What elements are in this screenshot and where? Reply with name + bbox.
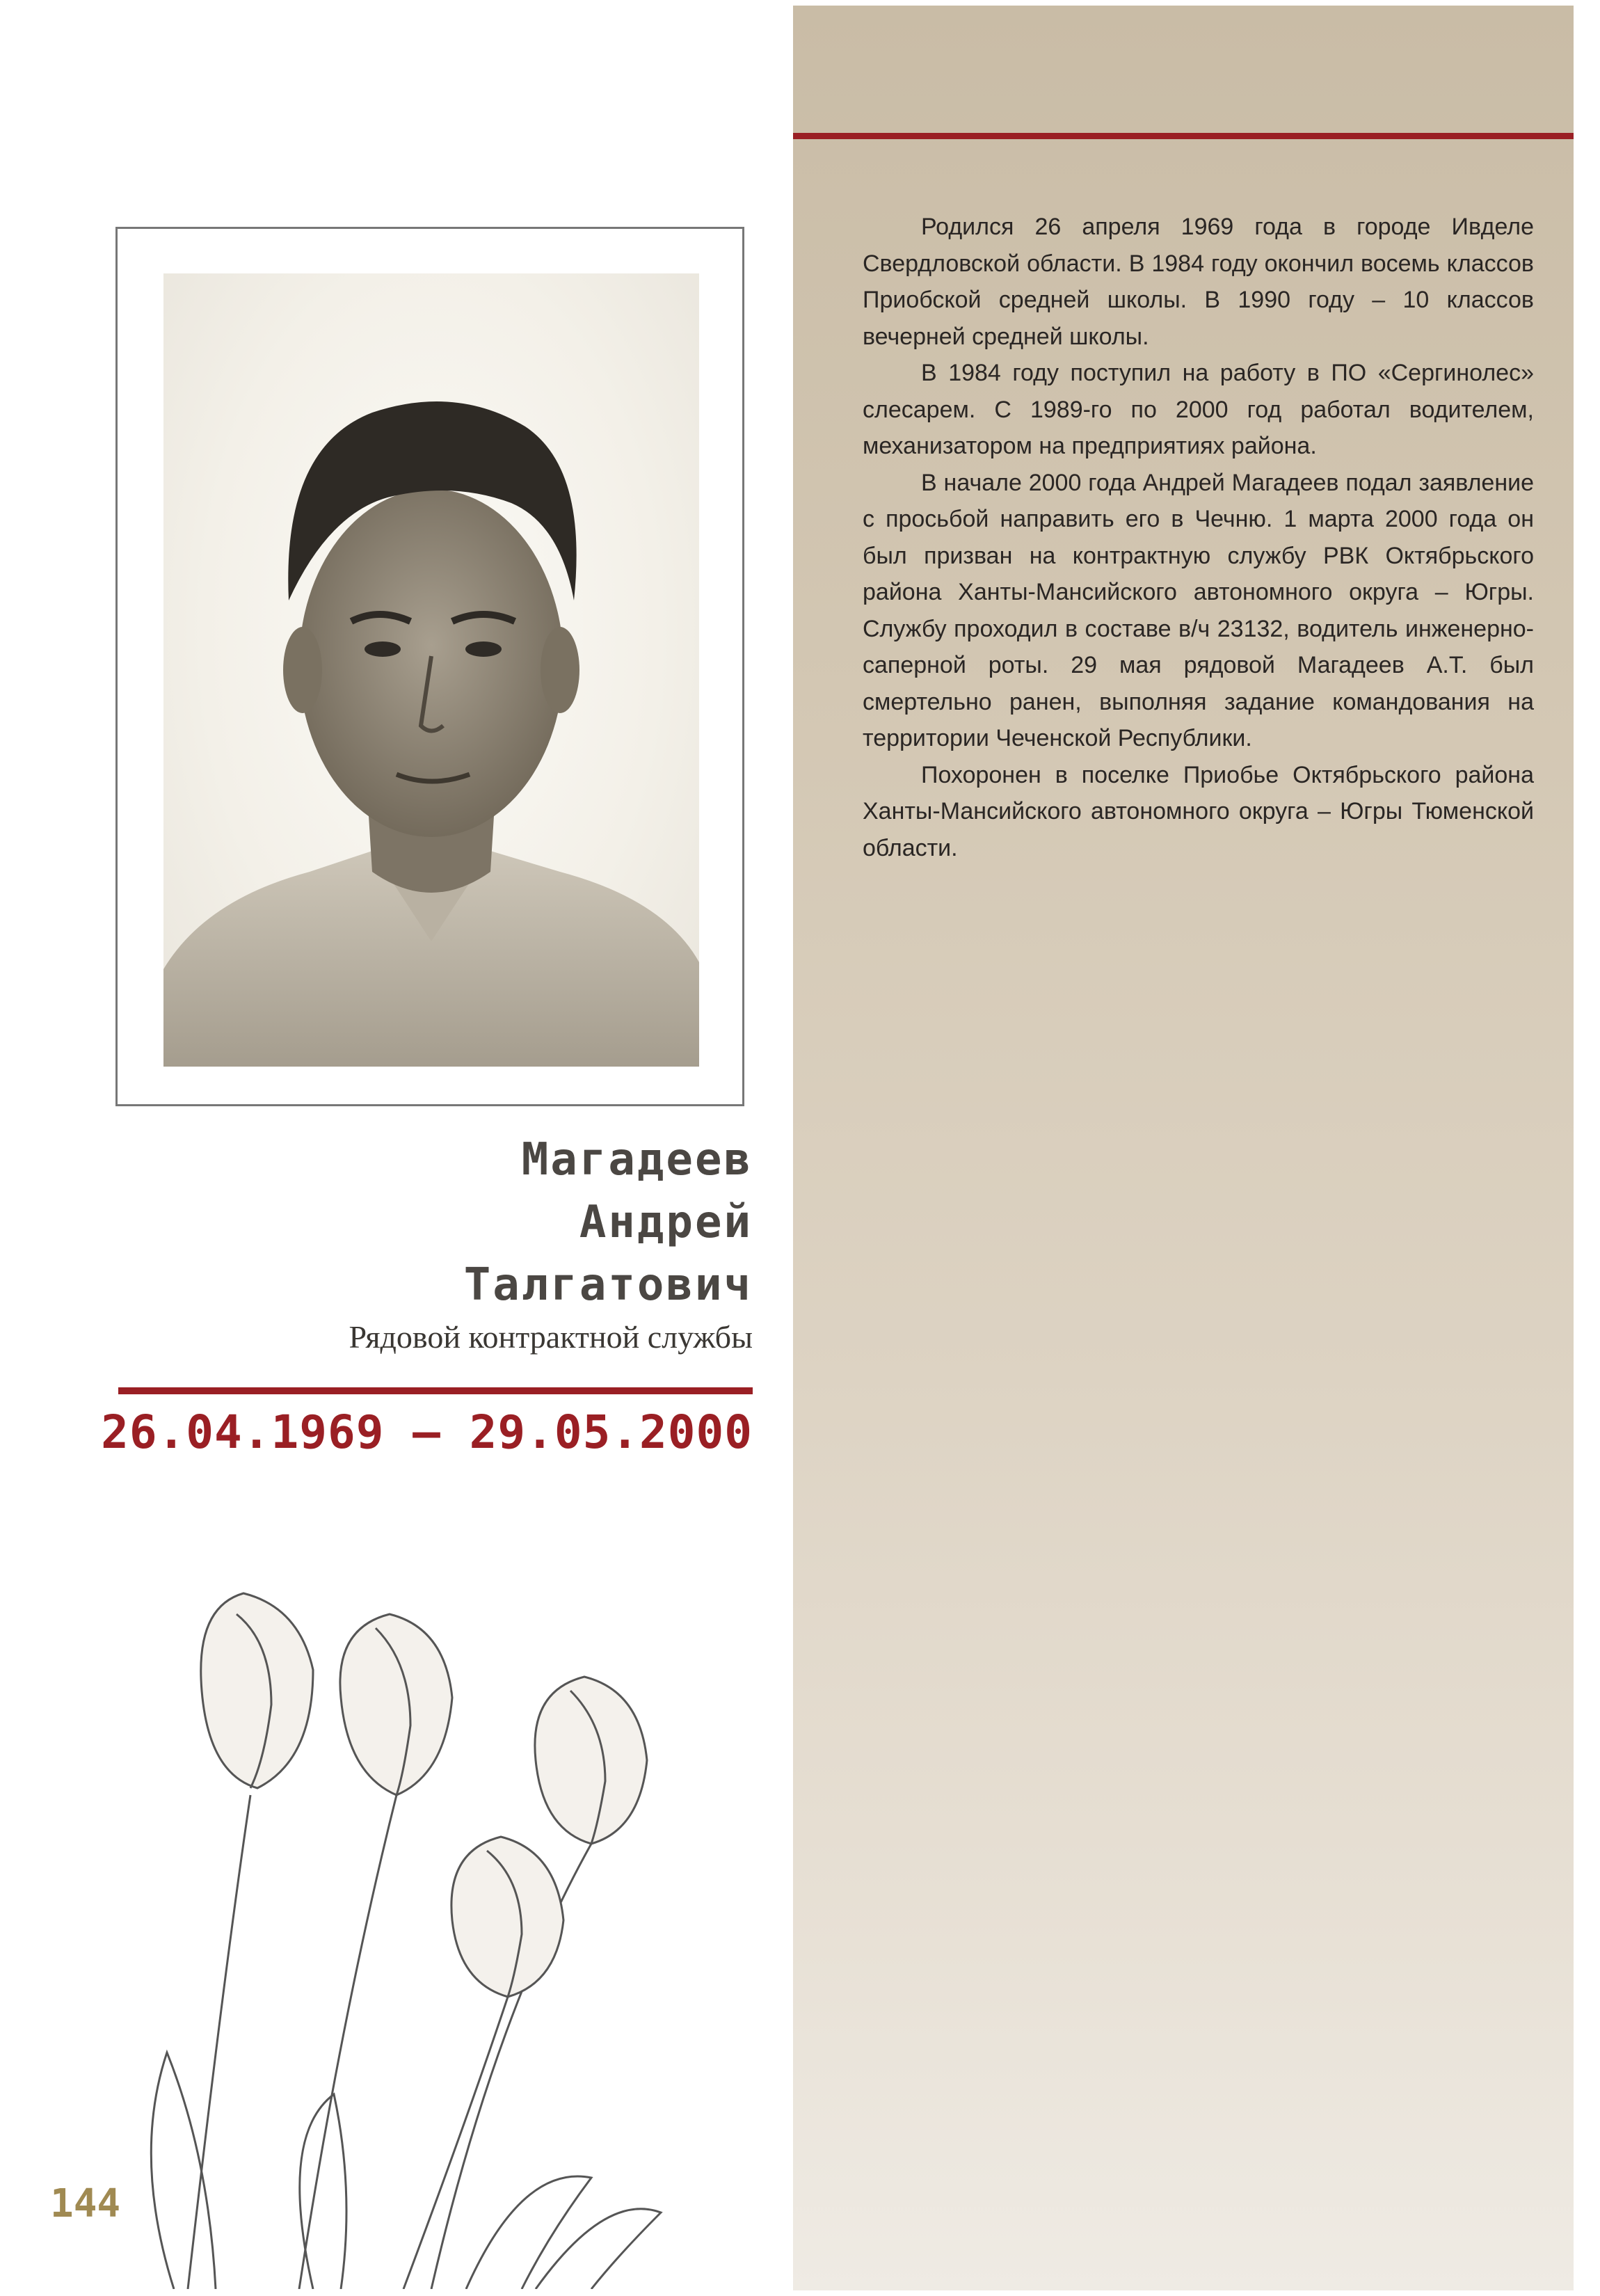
first-name: Андрей bbox=[579, 1197, 753, 1248]
tulips-illustration bbox=[104, 1565, 758, 2289]
bio-paragraph: Похоронен в поселке Приобье Октябрьского района Ханты-Мансийского автономного округа – Югры Тюменской области. bbox=[863, 761, 1534, 861]
portrait-photo bbox=[163, 273, 699, 1067]
bio-paragraph: Родился 26 апреля 1969 года в городе Ивделе Свердловской области. В 1984 году окончил восемь классов Приобской средней школы. В 1990 году – 10 классов вечерней средней школы. bbox=[863, 214, 1534, 350]
panel-divider bbox=[793, 133, 1574, 139]
bio-paragraph: В 1984 году поступил на работу в ПО «Сергинолес» слесарем. С 1989-го по 2000 год работал водителем, механизатором на предприятиях района. bbox=[863, 360, 1534, 459]
page-number: 144 bbox=[50, 2181, 121, 2226]
portrait-frame bbox=[115, 227, 744, 1106]
bio-paragraph: В начале 2000 года Андрей Магадеев подал заявление с просьбой направить его в Чечню. 1 марта 2000 года он был призван на контрактную службу РВК Октябрьского района Ханты-Мансийского автономного округа – Югры. Службу проходил в составе в/ч 23132, водитель инженерно-саперной роты. 29 мая рядовой Магадеев А.Т. был смертельно ранен, выполняя задание командования на территории Чеченской Республики. bbox=[863, 469, 1534, 751]
portrait-illustration bbox=[163, 273, 699, 1067]
life-dates: 26.04.1969 – 29.05.2000 bbox=[101, 1405, 753, 1459]
military-rank: Рядовой контрактной службы bbox=[349, 1319, 753, 1355]
surname: Магадеев bbox=[521, 1134, 753, 1186]
biography-text bbox=[863, 209, 1534, 866]
patronymic: Талгатович bbox=[463, 1259, 753, 1311]
name-divider bbox=[118, 1387, 753, 1394]
